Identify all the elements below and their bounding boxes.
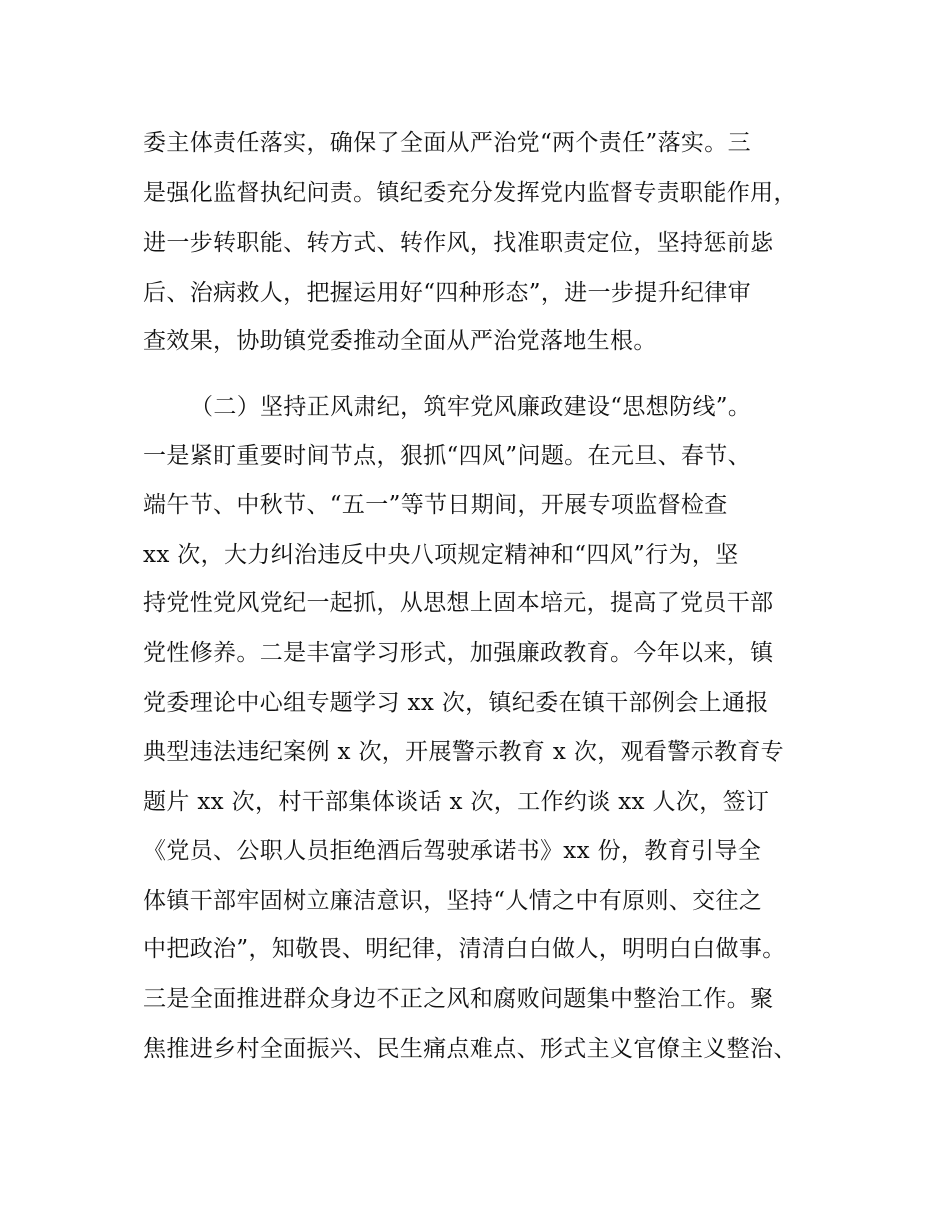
paragraph-2-line-8: 典型违法违纪案例 x 次，开展警示教育 x 次，观看警示教育专 [143, 739, 785, 765]
paragraph-1-line-1: 委主体责任落实，确保了全面从严治党“两个责任”落实。三 [143, 130, 751, 156]
paragraph-2-line-12: 中把政治”，知敬畏、明纪律，清清白白做人，明明白白做事。 [143, 936, 786, 962]
paragraph-2-line-2: 一是紧盯重要时间节点，狠抓“四风”问题。在元旦、春节、 [143, 443, 751, 469]
paragraph-2-line-3: 端午节、中秋节、“五一”等节日期间，开展专项监督检查 [143, 492, 728, 518]
paragraph-2-line-11: 体镇干部牢固树立廉洁意识，坚持“人情之中有原则、交往之 [143, 888, 763, 914]
paragraph-1-line-3: 进一步转职能、转方式、转作风，找准职责定位，坚持惩前毖 [143, 230, 774, 256]
paragraph-2-line-13: 三是全面推进群众身边不正之风和腐败问题集中整治工作。聚 [143, 986, 774, 1012]
paragraph-2-line-9: 题片 xx 次，村干部集体谈话 x 次，工作约谈 xx 人次，签订 [143, 789, 770, 815]
paragraph-2-line-4: xx 次，大力纠治违反中央八项规定精神和“四风”行为，坚 [143, 542, 739, 568]
paragraph-2-line-14: 焦推进乡村全面振兴、民生痛点难点、形式主义官僚主义整治、 [143, 1036, 797, 1062]
paragraph-2-line-7: 党委理论中心组专题学习 xx 次，镇纪委在镇干部例会上通报 [143, 690, 769, 716]
paragraph-2-line-5: 持党性党风党纪一起抓，从思想上固本培元，提高了党员干部 [143, 590, 774, 616]
paragraph-1-line-4: 后、治病救人，把握运用好“四种形态”，进一步提升纪律审 [143, 280, 751, 306]
paragraph-2-line-6: 党性修养。二是丰富学习形式，加强廉政教育。今年以来，镇 [143, 640, 774, 666]
paragraph-2-line-10: 《党员、公职人员拒绝酒后驾驶承诺书》xx 份，教育引导全 [143, 838, 762, 864]
paragraph-1-line-5: 查效果，协助镇党委推动全面从严治党落地生根。 [143, 328, 657, 354]
paragraph-2-line-1: （二）坚持正风肃纪，筑牢党风廉政建设“思想防线”。 [190, 394, 752, 420]
paragraph-1-line-2: 是强化监督执纪问责。镇纪委充分发挥党内监督专责职能作用， [143, 180, 797, 206]
